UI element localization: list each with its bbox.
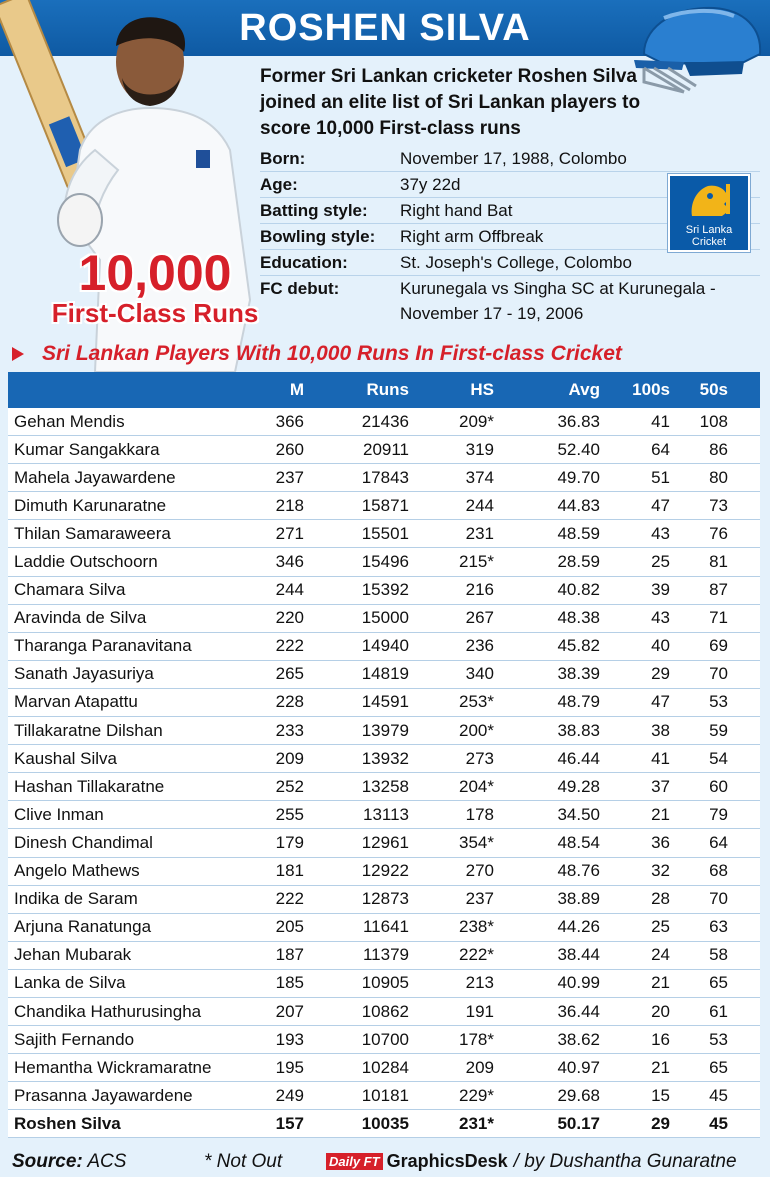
player-name-cell: Kaushal Silva [14, 748, 118, 768]
runs-cell: 13932 [361, 748, 409, 768]
hundreds-cell: 25 [651, 552, 670, 572]
table-row [8, 577, 760, 605]
matches-cell: 209 [275, 748, 304, 768]
player-name-cell: Clive Inman [14, 804, 104, 824]
fifties-cell: 81 [709, 552, 728, 572]
hundreds-cell: 28 [651, 889, 670, 909]
runs-cell: 10284 [361, 1057, 409, 1077]
fifties-cell: 61 [709, 1001, 728, 1021]
runs-cell: 17843 [361, 467, 409, 487]
info-label: Age: [260, 175, 298, 194]
graphics-desk-brand: GraphicsDesk [386, 1151, 508, 1171]
hundreds-cell: 29 [651, 1113, 670, 1133]
header-hundreds: 100s [632, 380, 670, 399]
fifties-cell: 69 [709, 636, 728, 656]
fifties-cell: 53 [709, 1029, 728, 1049]
matches-cell: 233 [275, 720, 304, 740]
graphics-credit [326, 1151, 737, 1173]
matches-cell: 187 [275, 945, 304, 965]
average-cell: 38.39 [557, 664, 600, 684]
average-cell: 36.44 [557, 1001, 600, 1021]
hundreds-cell: 43 [651, 608, 670, 628]
hundreds-cell: 39 [651, 580, 670, 600]
high-score-cell: 236 [465, 636, 494, 656]
table-row [8, 717, 760, 745]
player-name-cell: Hemantha Wickramaratne [14, 1057, 212, 1077]
fifties-cell: 45 [709, 1113, 728, 1133]
table-row [8, 689, 760, 717]
info-value: 37y 22d [400, 175, 461, 194]
average-cell: 29.68 [557, 1085, 600, 1105]
hundreds-cell: 21 [651, 973, 670, 993]
average-cell: 49.28 [557, 776, 600, 796]
fifties-cell: 70 [709, 664, 728, 684]
matches-cell: 179 [275, 832, 304, 852]
info-label: Bowling style: [260, 227, 376, 246]
hundreds-cell: 15 [651, 1085, 670, 1105]
average-cell: 36.83 [557, 411, 600, 431]
table-row [8, 1026, 760, 1054]
hero-runs: 10,000 [78, 245, 232, 301]
average-cell: 48.38 [557, 608, 600, 628]
runs-cell: 13979 [361, 720, 409, 740]
high-score-cell: 191 [465, 1001, 494, 1021]
high-score-cell: 231 [465, 523, 494, 543]
player-name-cell: Hashan Tillakaratne [14, 776, 165, 796]
runs-cell: 12961 [361, 832, 409, 852]
hundreds-cell: 21 [651, 804, 670, 824]
player-name-cell: Tharanga Paranavitana [14, 636, 192, 656]
fifties-cell: 73 [709, 495, 728, 515]
fifties-cell: 71 [709, 608, 728, 628]
table-row [8, 998, 760, 1026]
matches-cell: 205 [275, 917, 304, 937]
average-cell: 45.82 [557, 636, 600, 656]
average-cell: 48.79 [557, 692, 600, 712]
player-name-cell: Lanka de Silva [14, 973, 126, 993]
sri-lanka-cricket-logo [668, 174, 750, 252]
matches-cell: 255 [275, 804, 304, 824]
source-label: Source: [12, 1150, 83, 1172]
table-row [8, 1110, 760, 1138]
runs-cell: 21436 [361, 411, 409, 431]
runs-cell: 11641 [362, 917, 409, 937]
average-cell: 46.44 [557, 748, 600, 768]
matches-cell: 346 [275, 552, 304, 572]
hundreds-cell: 29 [651, 664, 670, 684]
matches-cell: 252 [275, 776, 304, 796]
byline: / by Dushantha Gunaratne [513, 1150, 737, 1172]
player-name-cell: Sanath Jayasuriya [14, 664, 154, 684]
hundreds-cell: 21 [651, 1057, 670, 1077]
high-score-cell: 229* [459, 1085, 494, 1105]
header-average: Avg [568, 380, 600, 399]
hundreds-cell: 47 [651, 495, 670, 515]
average-cell: 28.59 [557, 552, 600, 572]
hundreds-cell: 40 [651, 636, 670, 656]
table-header [8, 372, 760, 408]
table-row [8, 548, 760, 576]
matches-cell: 244 [275, 580, 304, 600]
table-row [8, 520, 760, 548]
hundreds-cell: 20 [651, 1001, 670, 1021]
average-cell: 48.76 [557, 861, 600, 881]
player-name-cell: Prasanna Jayawardene [14, 1085, 193, 1105]
table-row [8, 942, 760, 970]
high-score-cell: 178* [459, 1029, 494, 1049]
info-label: FC debut: [260, 279, 340, 298]
fifties-cell: 45 [709, 1085, 728, 1105]
runs-cell: 12873 [361, 889, 409, 909]
fifties-cell: 59 [709, 720, 728, 740]
info-label: Batting style: [260, 201, 368, 220]
player-name-cell: Laddie Outschoorn [14, 552, 158, 572]
fifties-cell: 108 [699, 411, 728, 431]
hundreds-cell: 41 [651, 748, 670, 768]
header-fifties: 50s [699, 380, 728, 399]
fifties-cell: 60 [709, 776, 728, 796]
runs-cell: 13113 [362, 804, 409, 824]
fifties-cell: 64 [709, 832, 728, 852]
runs-cell: 14819 [361, 664, 409, 684]
info-label: Education: [260, 253, 348, 272]
daily-ft-logo: Daily FT [326, 1153, 383, 1170]
runs-cell: 10035 [361, 1113, 409, 1133]
high-score-cell: 209 [465, 1057, 494, 1077]
player-name-cell: Jehan Mubarak [14, 945, 132, 965]
not-out-note: * Not Out [204, 1150, 283, 1172]
matches-cell: 265 [275, 664, 304, 684]
high-score-cell: 204* [459, 776, 494, 796]
player-name-cell: Sajith Fernando [14, 1029, 135, 1049]
high-score-cell: 354* [459, 832, 494, 852]
source-value: ACS [87, 1150, 127, 1172]
hundreds-cell: 64 [651, 439, 670, 459]
footer [0, 1146, 770, 1177]
fifties-cell: 58 [709, 945, 728, 965]
average-cell: 40.82 [557, 580, 600, 600]
high-score-cell: 270 [465, 861, 494, 881]
high-score-cell: 213 [465, 973, 494, 993]
average-cell: 44.83 [557, 495, 600, 515]
runs-cell: 12922 [361, 861, 409, 881]
hundreds-cell: 41 [651, 411, 670, 431]
table-row [8, 914, 760, 942]
runs-cell: 15871 [361, 495, 409, 515]
player-name-cell: Roshen Silva [14, 1113, 121, 1133]
hundreds-cell: 38 [651, 720, 670, 740]
player-name-cell: Mahela Jayawardene [14, 467, 176, 487]
player-name-cell: Marvan Atapattu [14, 692, 138, 712]
high-score-cell: 215* [459, 552, 494, 572]
matches-cell: 157 [275, 1113, 304, 1133]
high-score-cell: 231* [459, 1113, 494, 1133]
table-row [8, 886, 760, 914]
info-value: Right arm Offbreak [400, 227, 544, 246]
average-cell: 34.50 [557, 804, 600, 824]
runs-cell: 15392 [361, 580, 409, 600]
table-row [8, 436, 760, 464]
fifties-cell: 79 [709, 804, 728, 824]
table-row [8, 801, 760, 829]
intro-text: Former Sri Lankan cricketer Roshen Silva joined an elite list of Sri Lankan players to score 10,000 First-class runs [260, 66, 641, 139]
high-score-cell: 253* [459, 692, 494, 712]
source-credit [12, 1151, 126, 1173]
table-row [8, 492, 760, 520]
info-row-debut [260, 276, 760, 326]
runs-cell: 10862 [361, 1001, 409, 1021]
matches-cell: 228 [275, 692, 304, 712]
runs-cell: 10700 [361, 1029, 409, 1049]
hero-subtitle: First-Class Runs [51, 298, 259, 328]
table-row [8, 1054, 760, 1082]
info-row-born [260, 146, 760, 172]
matches-cell: 366 [275, 411, 304, 431]
average-cell: 44.26 [557, 917, 600, 937]
matches-cell: 222 [275, 889, 304, 909]
lion-icon [670, 176, 748, 224]
hundreds-cell: 24 [651, 945, 670, 965]
runs-cell: 10905 [361, 973, 409, 993]
average-cell: 48.59 [557, 523, 600, 543]
header-high-score: HS [470, 380, 494, 399]
high-score-cell: 237 [465, 889, 494, 909]
high-score-cell: 209* [459, 411, 494, 431]
player-name-cell: Angelo Mathews [14, 861, 140, 881]
average-cell: 49.70 [557, 467, 600, 487]
header-runs: Runs [366, 380, 409, 399]
info-row-education [260, 250, 760, 276]
matches-cell: 249 [275, 1085, 304, 1105]
runs-cell: 15501 [361, 523, 409, 543]
player-name-cell: Tillakaratne Dilshan [14, 720, 163, 740]
fifties-cell: 70 [709, 889, 728, 909]
matches-cell: 193 [275, 1029, 304, 1049]
matches-cell: 222 [275, 636, 304, 656]
table-row [8, 464, 760, 492]
logo-line-1: Sri Lanka [685, 224, 733, 236]
high-score-cell: 238* [459, 917, 494, 937]
runs-cell: 13258 [361, 776, 409, 796]
player-name-cell: Aravinda de Silva [14, 608, 147, 628]
info-value: Right hand Bat [400, 201, 513, 220]
info-value: Kurunegala vs Singha SC at Kurunegala - November 17 - 19, 2006 [400, 279, 716, 323]
info-value: St. Joseph's College, Colombo [400, 253, 632, 272]
hundreds-cell: 25 [651, 917, 670, 937]
matches-cell: 220 [275, 608, 304, 628]
player-name-cell: Kumar Sangakkara [14, 439, 160, 459]
high-score-cell: 319 [465, 439, 494, 459]
player-name-cell: Gehan Mendis [14, 411, 125, 431]
high-score-cell: 374 [465, 467, 494, 487]
average-cell: 50.17 [557, 1113, 600, 1133]
section-heading [12, 340, 762, 368]
hundreds-cell: 47 [651, 692, 670, 712]
average-cell: 38.89 [557, 889, 600, 909]
average-cell: 38.44 [557, 945, 600, 965]
fifties-cell: 65 [709, 973, 728, 993]
table-row [8, 858, 760, 886]
fifties-cell: 63 [709, 917, 728, 937]
high-score-cell: 222* [459, 945, 494, 965]
logo-line-2: Cricket [691, 236, 727, 248]
fifties-cell: 87 [709, 580, 728, 600]
player-name-cell: Dinesh Chandimal [14, 832, 153, 852]
table-row [8, 661, 760, 689]
player-name-cell: Dimuth Karunaratne [14, 495, 167, 515]
runs-cell: 11379 [362, 945, 409, 965]
hundreds-cell: 32 [651, 861, 670, 881]
player-name-cell: Chandika Hathurusingha [14, 1001, 202, 1021]
player-name-cell: Indika de Saram [14, 889, 138, 909]
fifties-cell: 65 [709, 1057, 728, 1077]
average-cell: 48.54 [557, 832, 600, 852]
average-cell: 52.40 [557, 439, 600, 459]
matches-cell: 195 [275, 1057, 304, 1077]
matches-cell: 218 [275, 495, 304, 515]
page-title: ROSHEN SILVA [239, 7, 531, 49]
runs-cell: 15000 [361, 608, 409, 628]
info-label: Born: [260, 149, 306, 168]
player-name-cell: Chamara Silva [14, 580, 126, 600]
logo-text [670, 224, 748, 248]
high-score-cell: 267 [465, 608, 494, 628]
high-score-cell: 340 [465, 664, 494, 684]
fifties-cell: 86 [709, 439, 728, 459]
section-title: Sri Lankan Players With 10,000 Runs In First-class Cricket [42, 342, 622, 365]
hundreds-cell: 43 [651, 523, 670, 543]
table-row [8, 1082, 760, 1110]
runs-table [8, 372, 760, 1138]
matches-cell: 237 [275, 467, 304, 487]
fifties-cell: 76 [709, 523, 728, 543]
matches-cell: 271 [275, 523, 304, 543]
matches-cell: 181 [275, 861, 304, 881]
fifties-cell: 80 [709, 467, 728, 487]
runs-cell: 10181 [361, 1085, 409, 1105]
runs-cell: 15496 [361, 552, 409, 572]
matches-cell: 185 [275, 973, 304, 993]
table-row [8, 633, 760, 661]
player-name-cell: Thilan Samaraweera [14, 523, 171, 543]
runs-cell: 20911 [362, 439, 409, 459]
table-row [8, 605, 760, 633]
info-value: November 17, 1988, Colombo [400, 149, 627, 168]
hundreds-cell: 16 [651, 1029, 670, 1049]
hundreds-cell: 36 [651, 832, 670, 852]
table-row [8, 773, 760, 801]
matches-cell: 207 [275, 1001, 304, 1021]
average-cell: 38.83 [557, 720, 600, 740]
hundreds-cell: 37 [651, 776, 670, 796]
header-matches: M [289, 380, 304, 399]
table-body [8, 408, 760, 1138]
fifties-cell: 54 [709, 748, 728, 768]
high-score-cell: 216 [465, 580, 494, 600]
high-score-cell: 178 [465, 804, 494, 824]
table-row [8, 745, 760, 773]
player-name-cell: Arjuna Ranatunga [14, 917, 152, 937]
hundreds-cell: 51 [651, 467, 670, 487]
average-cell: 38.62 [557, 1029, 600, 1049]
runs-cell: 14591 [361, 692, 409, 712]
average-cell: 40.97 [557, 1057, 600, 1077]
table-row [8, 970, 760, 998]
high-score-cell: 200* [459, 720, 494, 740]
triangle-bullet-icon [12, 347, 24, 361]
table-row [8, 408, 760, 436]
runs-cell: 14940 [361, 636, 409, 656]
average-cell: 40.99 [557, 973, 600, 993]
high-score-cell: 273 [465, 748, 494, 768]
high-score-cell: 244 [465, 495, 494, 515]
fifties-cell: 53 [709, 692, 728, 712]
matches-cell: 260 [275, 439, 304, 459]
table-row [8, 829, 760, 857]
fifties-cell: 68 [709, 861, 728, 881]
